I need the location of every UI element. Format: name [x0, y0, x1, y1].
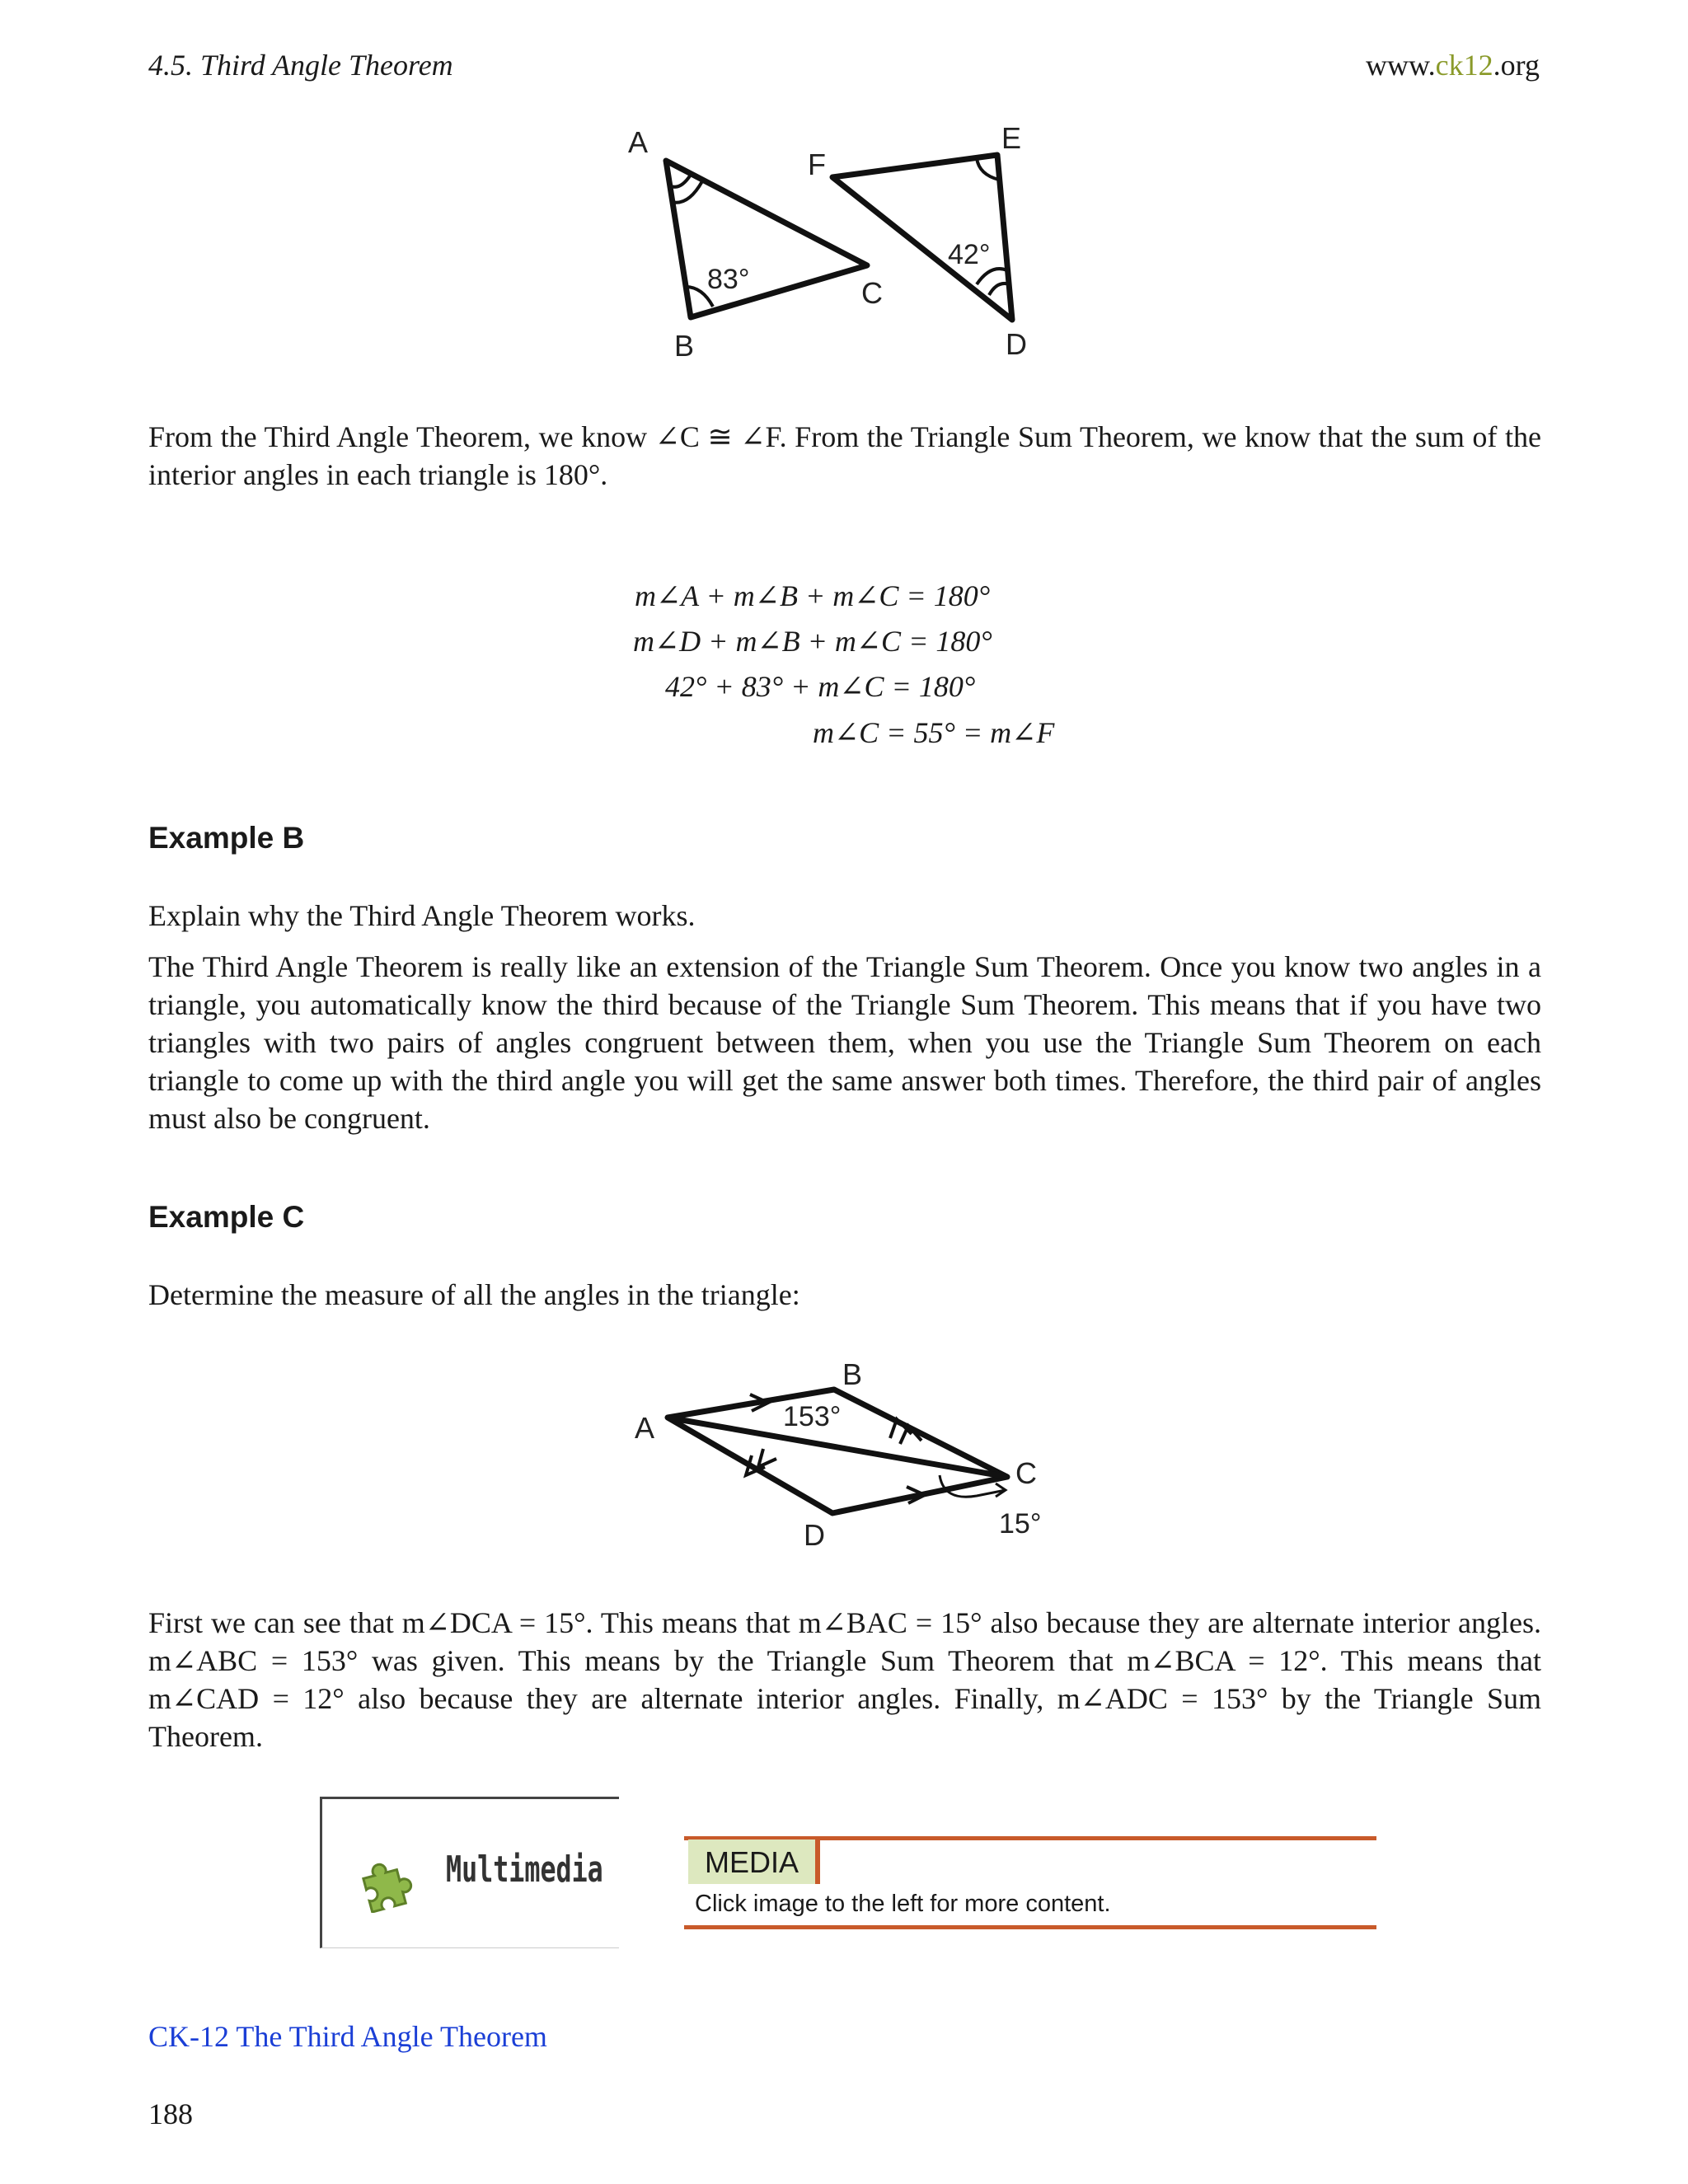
example-b-heading: Example B	[148, 821, 305, 855]
figure-two-triangles	[610, 124, 1071, 371]
angle-label-153: 153°	[783, 1401, 842, 1432]
label-d2: D	[804, 1518, 825, 1552]
page-number: 188	[148, 2097, 193, 2130]
figure-parallelogram	[618, 1352, 1080, 1558]
label-c2: C	[1015, 1456, 1037, 1490]
example-c-heading: Example C	[148, 1200, 305, 1234]
site-ck: ck	[1435, 49, 1464, 82]
media-title: MEDIA	[688, 1840, 820, 1884]
running-header-site[interactable]	[1366, 48, 1540, 82]
media-caption: Click image to the left for more content.	[695, 1891, 1111, 1917]
equation-2: m∠D + m∠B + m∠C = 180°	[633, 625, 992, 658]
equation-1: m∠A + m∠B + m∠C = 180°	[635, 579, 991, 612]
site-12: 12	[1463, 49, 1493, 82]
example-b-answer: The Third Angle Theorem is really like an extension of the Triangle Sum Theorem. Once you know two angles in a triangle, you automatically know the third because of the Triangle Sum Theorem. This means that if you have two triangles with two pairs of angles congruent between them, when you use the Triangle Sum Theorem on each triangle to come up with the third angle you will get the same answer both times. Therefore, the third pair of angles must also be congruent.	[148, 950, 1541, 1135]
angle-label-42: 42°	[948, 239, 991, 270]
example-c-answer: First we can see that m∠DCA = 15°. This means that m∠BAC = 15° also because they are alternate interior angles. m∠ABC = 153° was given. This means by the Triangle Sum Theorem that m∠BCA = 12°. This means that m∠CAD = 12° also because they are alternate interior angles. Finally, m∠ADC = 153° by the Triangle Sum Theorem.	[148, 1606, 1541, 1753]
label-a: A	[628, 125, 649, 159]
label-e: E	[1001, 124, 1022, 155]
label-b2: B	[842, 1357, 863, 1391]
label-a2: A	[635, 1411, 655, 1445]
angle-label-15: 15°	[999, 1508, 1042, 1540]
arc-a-1	[669, 175, 691, 187]
label-d: D	[1006, 327, 1027, 361]
multimedia-thumbnail[interactable]	[320, 1797, 619, 1948]
example-b-question: Explain why the Third Angle Theorem works.	[148, 899, 696, 932]
triangle-fed	[832, 155, 1012, 320]
angle-label-83: 83°	[707, 264, 750, 295]
arrow-ad-2	[758, 1449, 776, 1467]
media-bottom-rule	[684, 1925, 1376, 1929]
multimedia-label: Multimedia	[446, 1849, 603, 1891]
site-prefix: www.	[1366, 49, 1436, 82]
equation-4: m∠C = 55° = m∠F	[813, 716, 1055, 749]
label-b: B	[674, 329, 695, 363]
arc-a-2	[672, 181, 702, 203]
site-suffix: .org	[1493, 49, 1540, 82]
running-header-section: 4.5. Third Angle Theorem	[148, 49, 453, 82]
paragraph-third-angle: From the Third Angle Theorem, we know ∠C ≅ ∠F. From the Triangle Sum Theorem, we know that the sum of the interior angles in each triangle is 180°.	[148, 420, 1541, 491]
puzzle-icon	[359, 1847, 424, 1913]
equation-3: 42° + 83° + m∠C = 180°	[665, 670, 976, 703]
label-f: F	[808, 148, 826, 181]
label-c: C	[861, 276, 883, 310]
example-c-question: Determine the measure of all the angles in the triangle:	[148, 1278, 800, 1311]
ck12-link[interactable]: CK-12 The Third Angle Theorem	[148, 2020, 547, 2053]
